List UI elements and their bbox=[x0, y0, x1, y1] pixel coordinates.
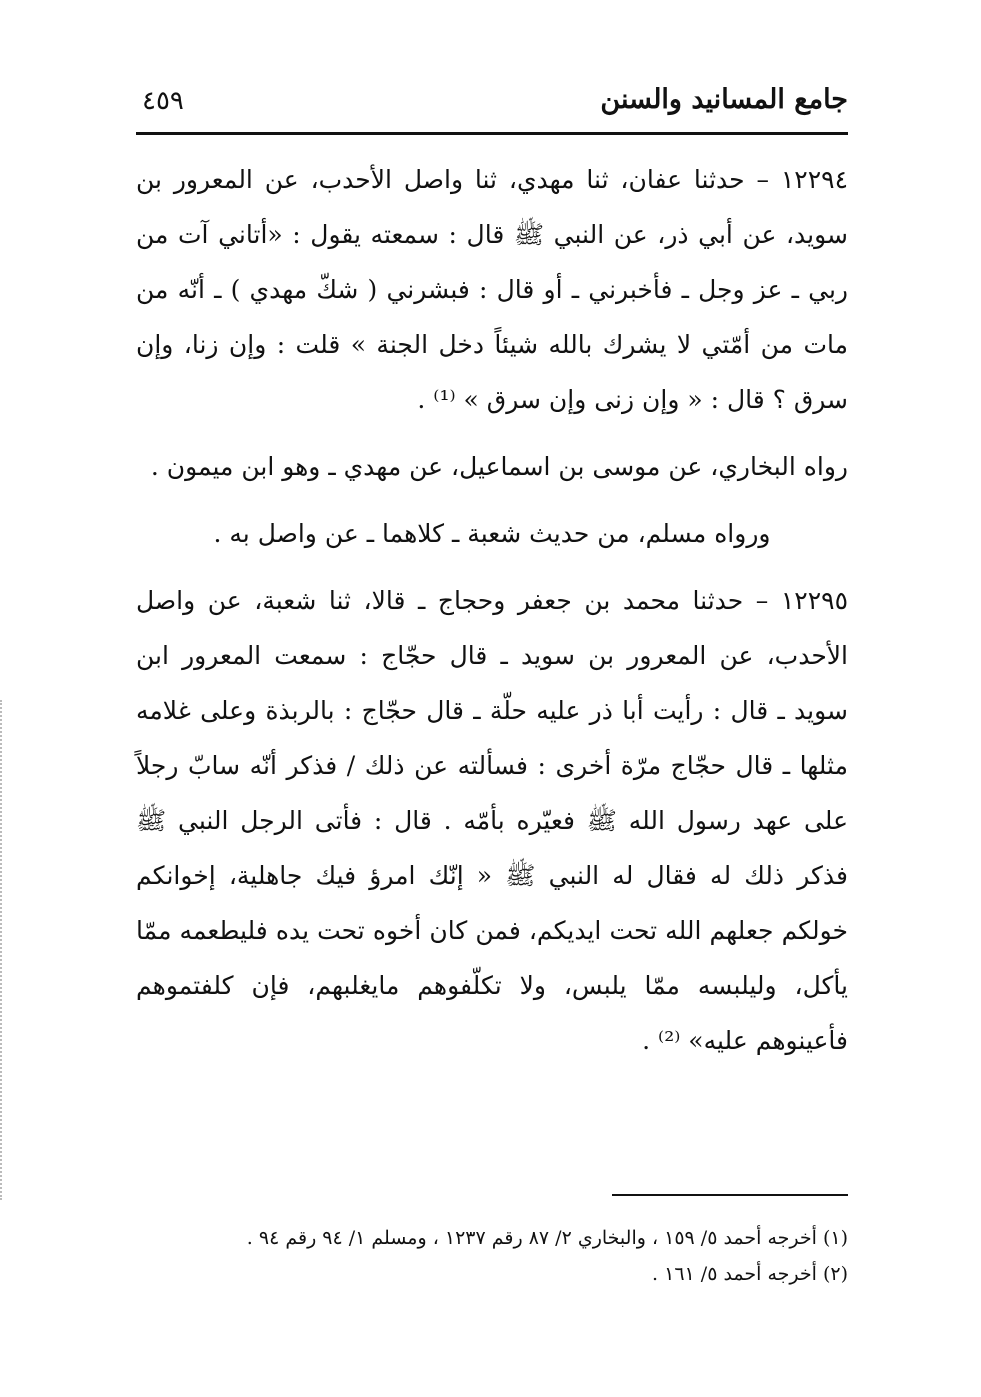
header-rule bbox=[136, 132, 848, 135]
hadith-12294: ١٢٢٩٤ – حدثنا عفان، ثنا مهدي، ثنا واصل الأحدب، عن المعرور بن سويد، عن أبي ذر، عن النبي ﷺ قال : سمعته يقول : «أتاني آت من ربي ـ عز وجل ـ فأخبرني ـ أو قال : فبشرني ( شكّ مهدي ) ـ أنّه من مات من أمّتي لا يشرك بالله شيئاً دخل الجنة » قلت : وإن زنا، وإن سرق ؟ قال : « وإن زنى وإن سرق » ⁽¹⁾ . bbox=[136, 165, 848, 414]
footnote-2: (٢) أخرجه أحمد ٥/ ١٦١ . bbox=[652, 1263, 848, 1285]
running-title: جامع المسانيد والسنن bbox=[600, 84, 848, 115]
page-number: ٤٥٩ bbox=[142, 86, 184, 116]
footnote-1: (١) أخرجه أحمد ٥/ ١٥٩ ، والبخاري ٢/ ٨٧ رقم ١٢٣٧ ، ومسلم ١/ ٩٤ رقم ٩٤ . bbox=[246, 1227, 848, 1249]
muslim-note: ورواه مسلم، من حديث شعبة ـ كلاهما ـ عن واصل به . bbox=[213, 519, 771, 548]
page-header bbox=[136, 78, 848, 130]
hadith-12295: ١٢٢٩٥ – حدثنا محمد بن جعفر وحجاج ـ قالا، ثنا شعبة، عن واصل الأحدب، عن المعرور بن سويد ـ قال حجّاج : سمعت المعرور ابن سويد ـ قال : رأيت أبا ذر عليه حلّة ـ قال حجّاج : بالربذة وعلى غلامه مثلها ـ قال حجّاج مرّة أخرى : فسألته عن ذلك / فذكر أنّه سابّ رجلاً على عهد رسول الله ﷺ فعيّره بأمّه . قال : فأتى الرجل النبي ﷺ فذكر ذلك له فقال له النبي ﷺ « إنّك امرؤ فيك جاهلية، إخوانكم خولكم جعلهم الله تحت ايديكم، فمن كان أخوه تحت يده فليطعمه ممّا يأكل، وليلبسه ممّا يلبس، ولا تكلّفوهم مايغلبهم، فإن كلفتموهم فأعينوهم عليه» ⁽²⁾ . bbox=[136, 586, 848, 1055]
scan-edge bbox=[0, 700, 4, 1200]
bukhari-note: رواه البخاري، عن موسى بن اسماعيل، عن مهدي ـ وهو ابن ميمون . bbox=[150, 452, 848, 481]
footnote-rule bbox=[612, 1194, 848, 1196]
main-text bbox=[136, 152, 848, 1068]
footnotes bbox=[136, 1220, 848, 1292]
